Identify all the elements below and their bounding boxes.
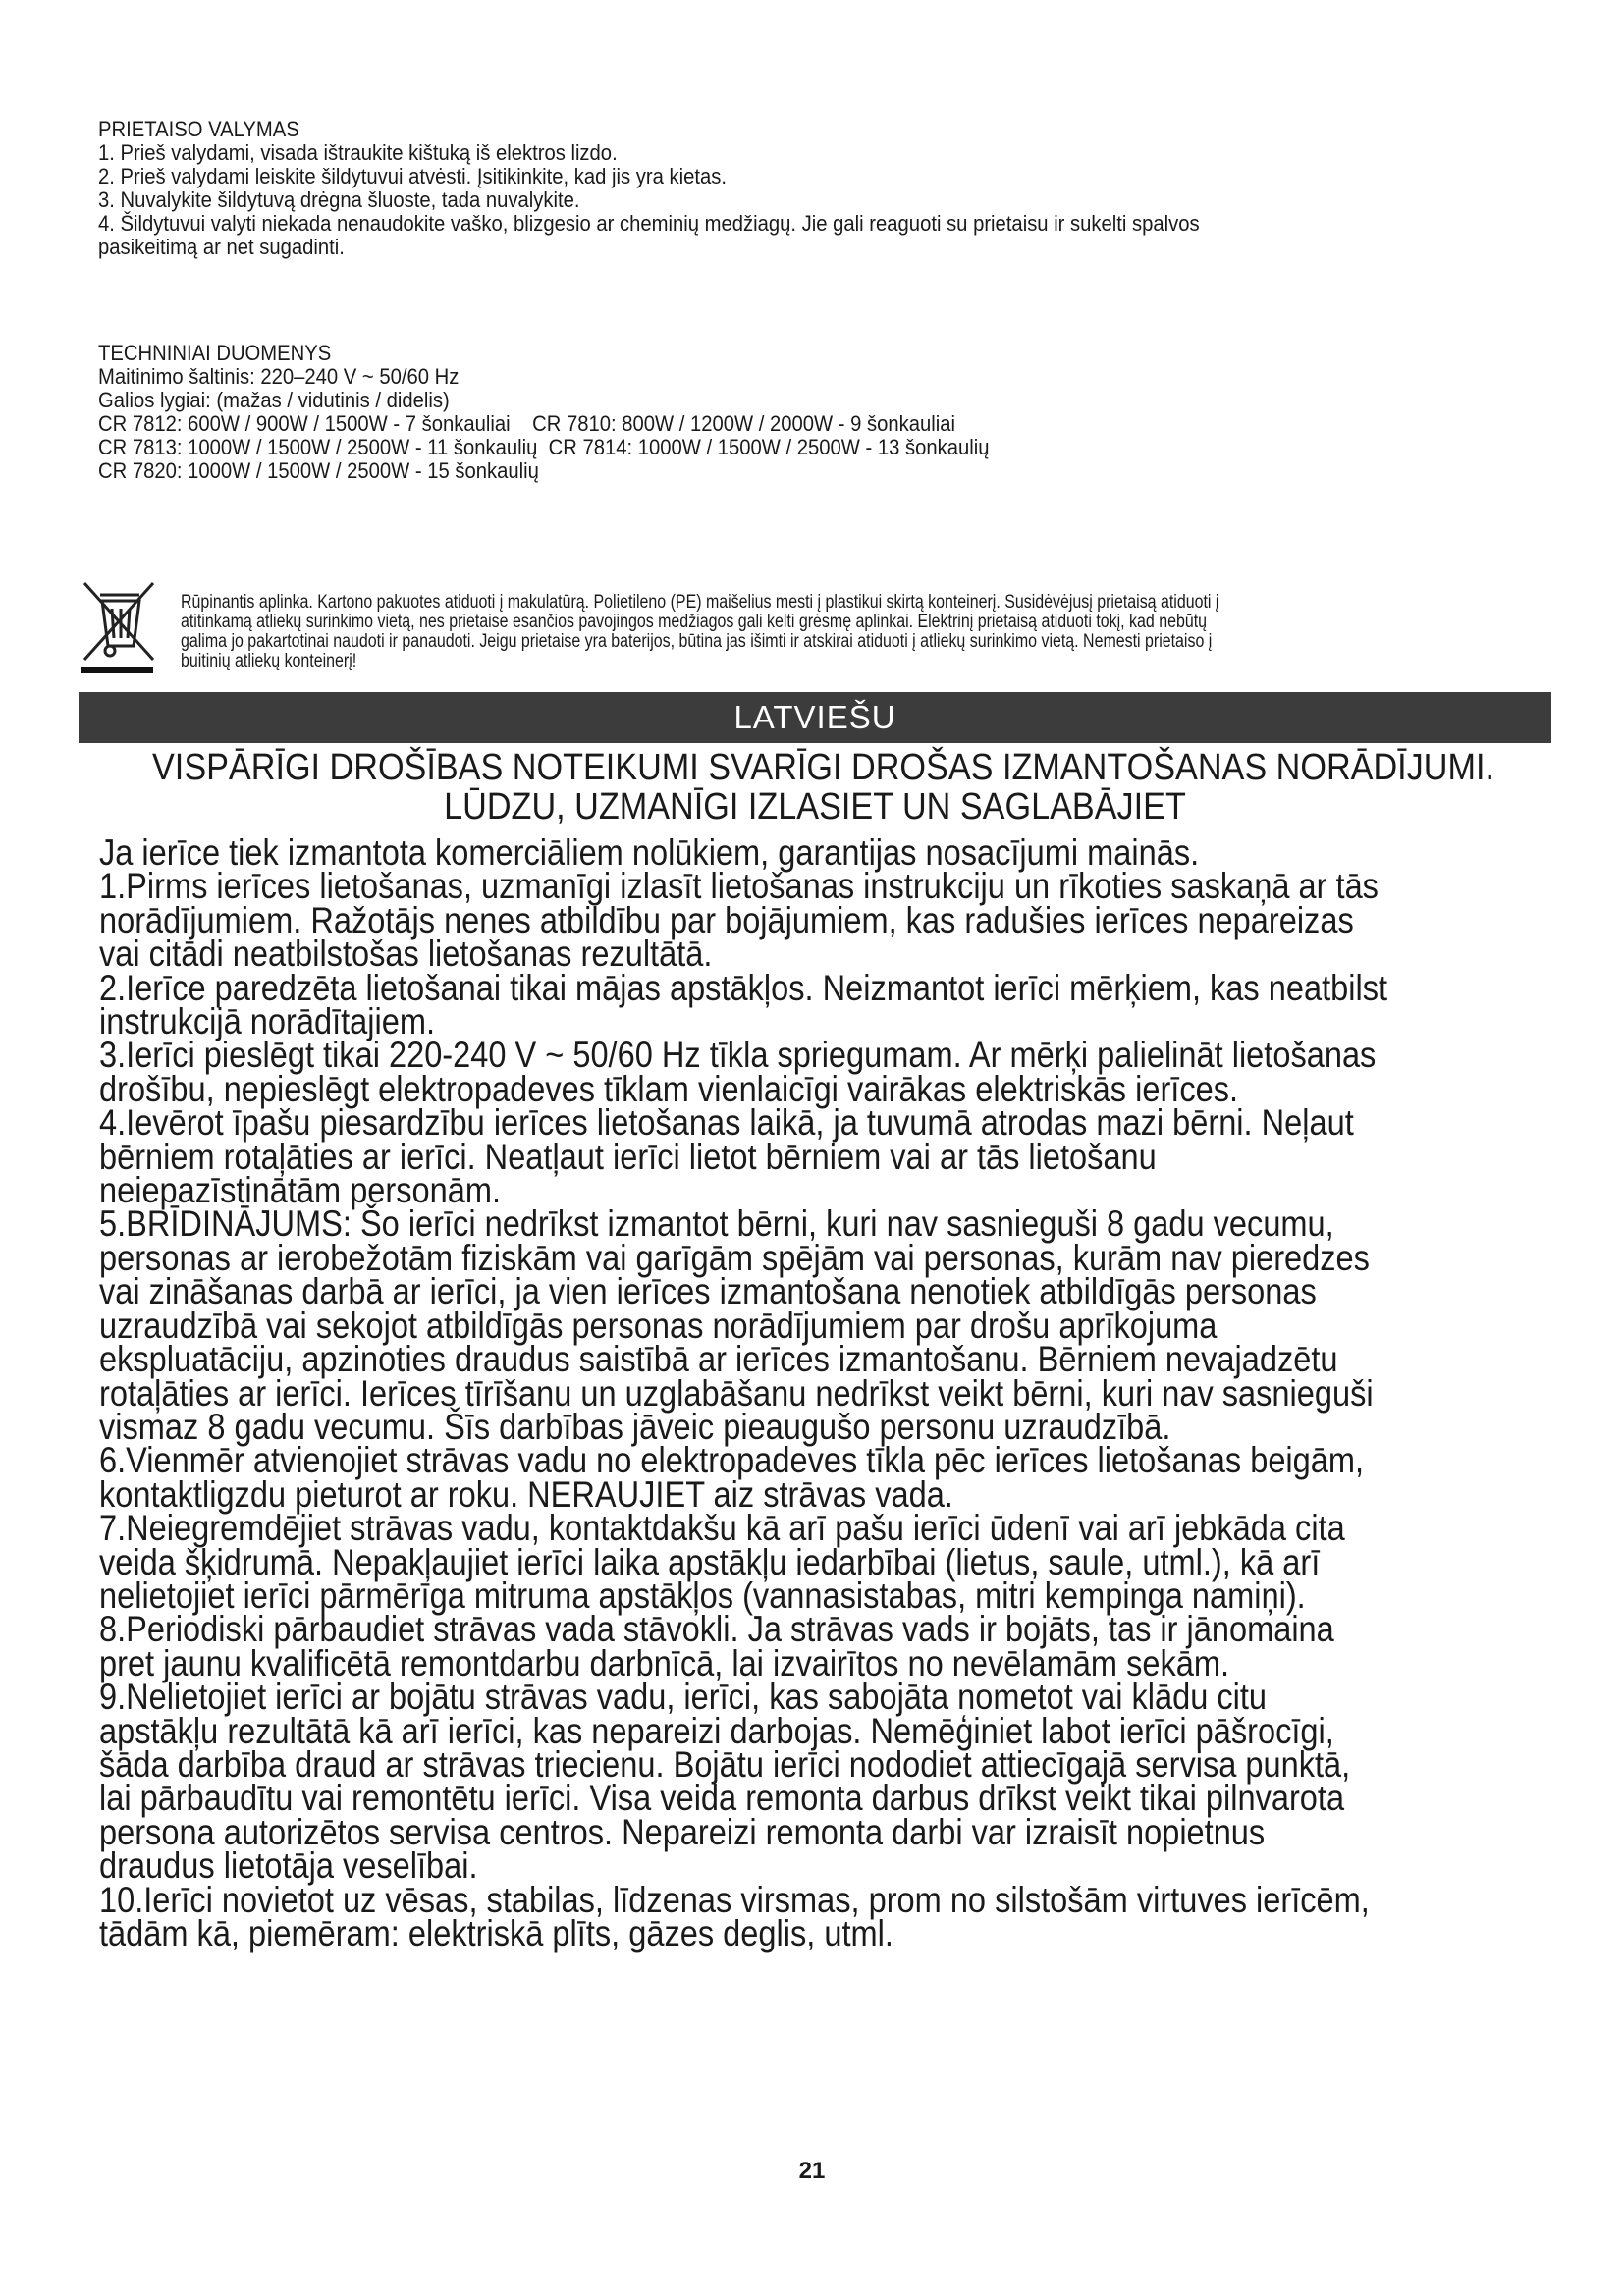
latvian-line: 4.Ievērot īpašu piesardzību ierīces lietošanas laikā, ja tuvumā atrodas mazi bērni. Neļaut: [99, 1102, 1354, 1144]
latvian-line: neiepazīstinātām personām.: [99, 1170, 502, 1211]
latvian-line: drošību, nepieslēgt elektropadeves tīklam vienlaicīgi vairākas elektriskās ierīces.: [99, 1068, 1239, 1109]
latvian-title-line: LŪDZU, UZMANĪGI IZLASIET UN SAGLABĀJIET: [444, 786, 1186, 828]
cleaning-line: 2. Prieš valydami leiskite šildytuvui atvėsti. Įsitikinkite, kad jis yra kietas.: [98, 164, 728, 188]
latvian-line: kontaktligzdu pieturot ar roku. NERAUJIET aiz strāvas vada.: [99, 1473, 953, 1515]
recycling-text: [181, 593, 1534, 671]
latvian-title-line: VISPĀRĪGI DROŠĪBAS NOTEIKUMI SVARĪGI DROŠAS IZMANTOŠANAS NORĀDĪJUMI.: [152, 747, 1494, 788]
latvian-line: ekspluatāciju, apzinoties draudus saistībā ar ierīces izmantošanu. Bērniem nevajadzētu: [99, 1339, 1338, 1380]
cleaning-line: pasikeitimą ar net sugadinti.: [98, 235, 345, 259]
latvian-line: rotaļāties ar ierīci. Ierīces tīrīšanu un uzglabāšanu nedrīkst veikt bērni, kuri nav sasnieguši: [99, 1372, 1374, 1414]
latvian-line: 6.Vienmēr atvienojiet strāvas vadu no elektropadeves tīkla pēc ierīces lietošanas beigām,: [99, 1440, 1365, 1481]
technical-line: Maitinimo šaltinis: 220–240 V ~ 50/60 Hz: [98, 364, 460, 389]
latvian-line: 8.Periodiski pārbaudiet strāvas vada stāvokli. Ja strāvas vads ir bojāts, tas ir jānomaina: [99, 1609, 1334, 1650]
page-number: 21: [798, 2158, 826, 2184]
latvian-line: vai zināšanas darbā ar ierīci, ja vien ierīces izmantošana nenotiek atbildīgās personas: [99, 1271, 1317, 1312]
latvian-line: 10.Ierīci novietot uz vēsas, stabilas, līdzenas virsmas, prom no silstošām virtuves ierīcēm,: [99, 1879, 1370, 1920]
cleaning-section: [98, 118, 1543, 259]
latvian-line: 9.Nelietojiet ierīci ar bojātu strāvas vadu, ierīci, kas sabojāta nometot vai klādu citu: [99, 1677, 1268, 1718]
technical-line: CR 7812: 600W / 900W / 1500W - 7 šonkauliai CR 7810: 800W / 1200W / 2000W - 9 šonkauliai: [98, 411, 956, 436]
technical-line: Galios lygiai: (mažas / vidutinis / didelis): [98, 388, 450, 412]
latvian-line: šāda darbība draud ar strāvas triecienu. Bojātu ierīci nododiet attiecīgajā servisa punktā,: [99, 1743, 1351, 1785]
cleaning-line: 1. Prieš valydami, visada ištraukite kištuką iš elektros lizdo.: [98, 140, 618, 165]
latvian-line: vismaz 8 gadu vecumu. Šīs darbības jāveic pieaugušo personu uzraudzībā.: [99, 1406, 1171, 1447]
latvian-line: uzraudzībā vai sekojot atbildīgās personas norādījumiem par drošu aprīkojuma: [99, 1305, 1218, 1346]
latvian-line: tādām kā, piemēram: elektriskā plīts, gāzes deglis, utml.: [99, 1913, 893, 1953]
latvian-line: lai pārbaudītu vai remontētu ierīci. Visa veida remonta darbus drīkst veikt tikai pilnvarota: [99, 1778, 1345, 1819]
recycling-line: galima jo pakartotinai naudoti ir panaudoti. Jeigu prietaise yra baterijos, būtina jas išimti ir atskirai atiduoti į atliekų surinkimo vietą. Nemesti prietaiso į: [181, 631, 1213, 652]
crossed-out-wheelie-bin-icon: [79, 577, 157, 675]
cleaning-line: 4. Šildytuvui valyti niekada nenaudokite vaško, blizgesio ar cheminių medžiagų. Jie gali reaguoti su prietaisu ir sukelti spalvos: [98, 211, 1200, 236]
latvian-line: norādījumiem. Ražotājs nenes atbildību par bojājumiem, kas radušies ierīces nepareizas: [99, 899, 1354, 940]
latvian-line: bērniem rotaļāties ar ierīci. Neatļaut ierīci lietot bērniem vai ar tās lietošanu: [99, 1136, 1157, 1177]
technical-heading: TECHNINIAI DUOMENYS: [98, 341, 332, 365]
latvian-line: pret jaunu kvalificētā remontdarbu darbnīcā, lai izvairītos no nevēlamām sekām.: [99, 1642, 1230, 1683]
latvian-line: instrukcijā norādītajiem.: [99, 1001, 436, 1042]
cleaning-heading: PRIETAISO VALYMAS: [98, 117, 299, 141]
latvian-line: 1.Pirms ierīces lietošanas, uzmanīgi izlasīt lietošanas instrukciju un rīkoties saskaņā ar tās: [99, 866, 1379, 907]
recycling-line: Rūpinantis aplinka. Kartono pakuotes atiduoti į makulatūrą. Polietileno (PE) maišelius mesti į plastikui skirtą konteinerį. Susidėvėjusį prietaisą atiduoti į: [181, 592, 1219, 613]
language-banner: LATVIEŠU: [79, 692, 1551, 743]
technical-line: CR 7813: 1000W / 1500W / 2500W - 11 šonkaulių CR 7814: 1000W / 1500W / 2500W - 13 šonkaulių: [98, 435, 990, 459]
latvian-line: apstākļu rezultātā kā arī ierīci, kas nepareizi darbojas. Nemēģiniet labot ierīci pāšrocīgi,: [99, 1710, 1334, 1751]
recycling-notice: [79, 577, 1571, 685]
latvian-line: personas ar ierobežotām fiziskām vai garīgām spējām vai personas, kurām nav pieredzes: [99, 1237, 1370, 1278]
cleaning-line: 3. Nuvalykite šildytuvą drėgna šluoste, tada nuvalykite.: [98, 187, 580, 212]
latvian-line: 5.BRĪDINĀJUMS: Šo ierīci nedrīkst izmantot bērni, kuri nav sasnieguši 8 gadu vecumu,: [99, 1203, 1334, 1245]
latvian-line: Ja ierīce tiek izmantota komerciāliem nolūkiem, garantijas nosacījumi mainās.: [99, 832, 1200, 873]
recycling-line: atitinkamą atliekų surinkimo vietą, nes prietaise esančios pavojingos medžiagos gali kelti grėsmę aplinkai. Elektrinį prietaisą atiduoti tokį, kad nebūtų: [181, 612, 1208, 632]
latvian-line: veida šķidrumā. Nepakļaujiet ierīci laika apstākļu iedarbībai (lietus, saule, utml.), kā arī: [99, 1541, 1321, 1582]
latvian-line: 3.Ierīci pieslēgt tikai 220-240 V ~ 50/60 Hz tīkla spriegumam. Ar mērķi palielināt lietošanas: [99, 1035, 1377, 1076]
recycling-line: buitinių atliekų konteinerį!: [181, 651, 357, 671]
latvian-line: persona autorizētos servisa centros. Nepareizi remonta darbi var izraisīt nopietnus: [99, 1811, 1266, 1852]
latvian-line: nelietojiet ierīci pārmērīga mitruma apstākļos (vannasistabas, mitri kempinga namiņi).: [99, 1575, 1306, 1616]
technical-section: [98, 342, 1543, 483]
latvian-line: 7.Neiegremdējiet strāvas vadu, kontaktdakšu kā arī pašu ierīci ūdenī vai arī jebkāda cita: [99, 1508, 1345, 1549]
technical-line: CR 7820: 1000W / 1500W / 2500W - 15 šonkaulių: [98, 458, 539, 483]
latvian-body: [99, 832, 1568, 1953]
latvian-line: vai citādi neatbilstošas lietošanas rezultātā.: [99, 934, 713, 975]
latvian-line: 2.Ierīce paredzēta lietošanai tikai mājas apstākļos. Neizmantot ierīci mērķiem, kas neatbilst: [99, 967, 1388, 1008]
latvian-line: draudus lietotāja veselībai.: [99, 1845, 478, 1887]
latvian-title: [79, 748, 1551, 827]
